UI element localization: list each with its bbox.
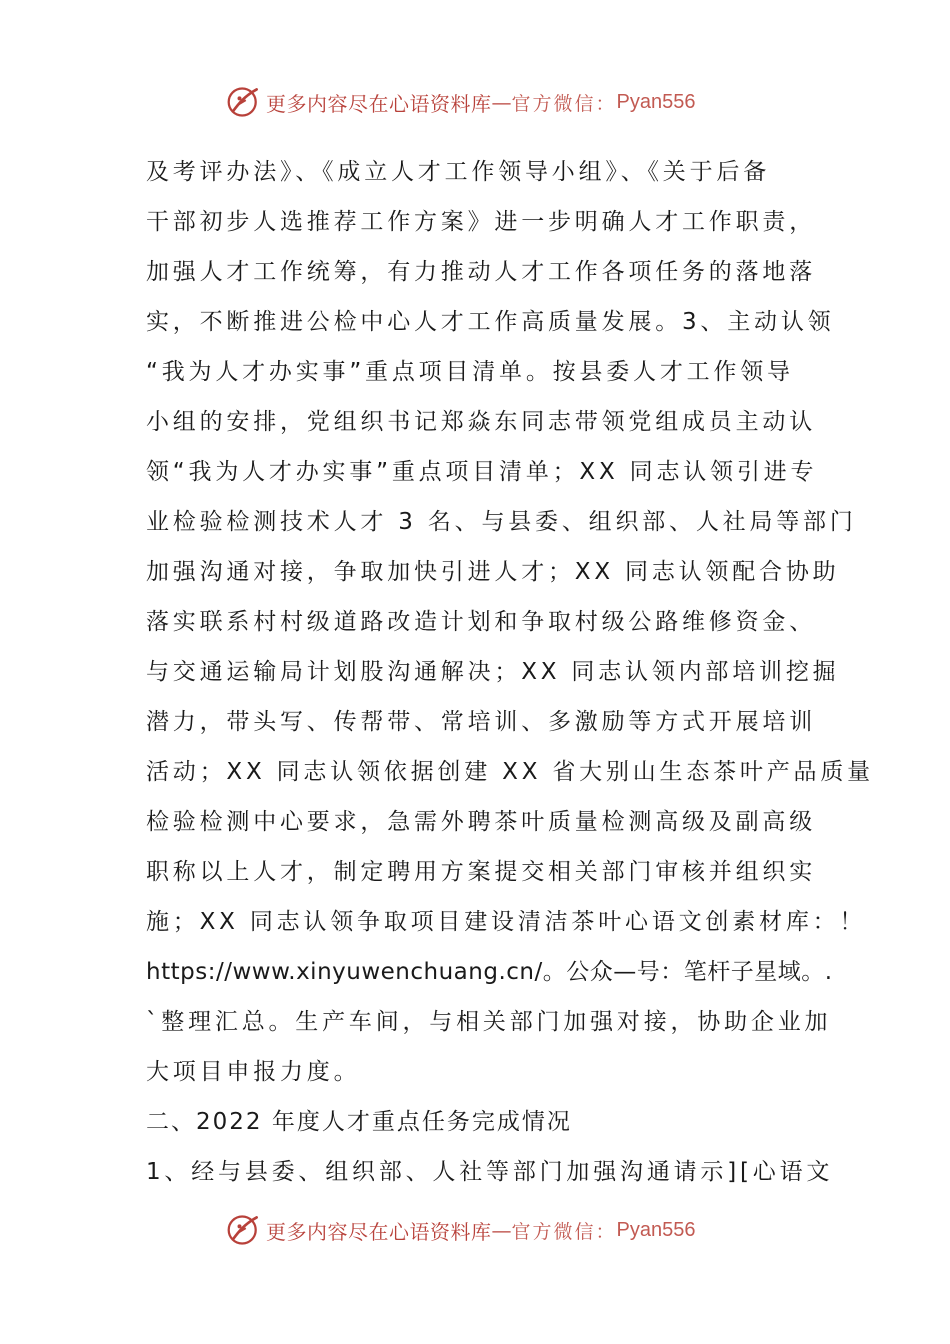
- banner-wechat-id: Pyan556: [616, 1218, 696, 1241]
- pen-logo-icon: [226, 84, 262, 120]
- banner-dash: —: [491, 90, 512, 114]
- banner-wechat-label: 官方微信：: [511, 1220, 617, 1243]
- body-line: 与交通运输局计划股沟通解决；XX 同志认领内部培训挖掘: [146, 659, 840, 685]
- body-line: 实，不断推进公检中心人才工作高质量发展。3、主动认领: [146, 309, 835, 335]
- body-line: 小组的安排，党组织书记郑焱东同志带领党组成员主动认: [146, 409, 816, 435]
- pen-logo-icon: [226, 1212, 262, 1248]
- banner-wechat-label: 官方微信：: [511, 92, 617, 115]
- section-heading: 二、2022 年度人才重点任务完成情况: [146, 1109, 572, 1135]
- body-line: 活动；XX 同志认领依据创建 XX 省大别山生态茶叶产品质量: [146, 759, 874, 785]
- body-line: 干部初步人选推荐工作方案》进一步明确人才工作职责，: [146, 209, 816, 235]
- body-line: 检验检测中心要求，急需外聘茶叶质量检测高级及副高级: [146, 809, 816, 835]
- banner-brand-text: 更多内容尽在心语资料库: [266, 1219, 492, 1244]
- body-line: 及考评办法》、《成立人才工作领导小组》、《关于后备: [146, 159, 770, 185]
- body-line: `整理汇总。生产车间，与相关部门加强对接，协助企业加: [146, 1009, 832, 1035]
- document-body: [146, 147, 874, 1197]
- body-line: 加强人才工作统筹，有力推动人才工作各项任务的落地落: [146, 259, 816, 285]
- body-line: 加强沟通对接，争取加快引进人才；XX 同志认领配合协助: [146, 559, 840, 585]
- body-line: 业检验检测技术人才 3 名、与县委、组织部、人社局等部门: [146, 509, 857, 535]
- banner-wechat-id: Pyan556: [616, 90, 696, 113]
- body-line: 落实联系村村级道路改造计划和争取村级公路维修资金、: [146, 609, 816, 635]
- header-banner: [226, 82, 746, 122]
- body-line: 潜力，带头写、传帮带、常培训、多激励等方式开展培训: [146, 709, 816, 735]
- body-line: 1、经与县委、组织部、人社等部门加强沟通请示][心语文: [146, 1159, 834, 1185]
- body-line: 大项目申报力度。: [146, 1059, 361, 1085]
- body-line: “我为人才办实事”重点项目清单。按县委人才工作领导: [146, 359, 794, 385]
- body-line: 领“我为人才办实事”重点项目清单；XX 同志认领引进专: [146, 459, 818, 485]
- footer-banner: [226, 1210, 746, 1250]
- body-line: 职称以上人才，制定聘用方案提交相关部门审核并组织实: [146, 859, 816, 885]
- banner-brand-text: 更多内容尽在心语资料库: [266, 91, 492, 116]
- body-line-url: https://www.xinyuwenchuang.cn/。公众—号：笔杆子星域。.: [146, 959, 833, 985]
- banner-dash: —: [491, 1218, 512, 1242]
- body-line: 施；XX 同志认领争取项目建设清洁茶叶心语文创素材库：！: [146, 909, 867, 935]
